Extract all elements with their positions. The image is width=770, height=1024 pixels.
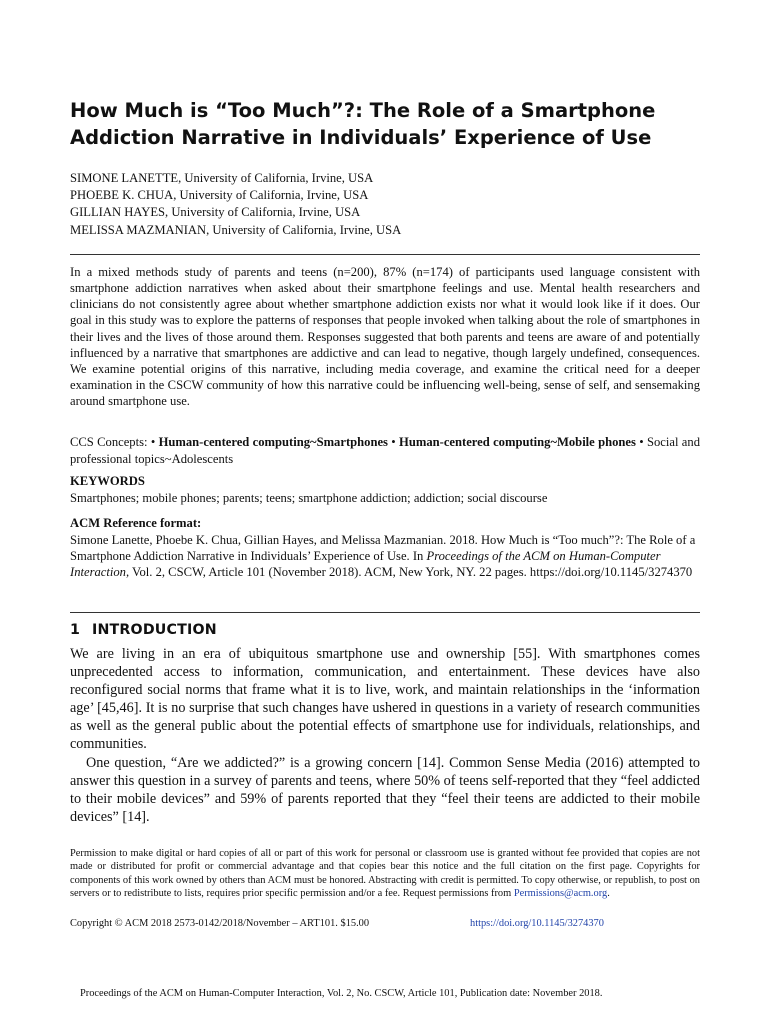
top-divider (70, 254, 700, 255)
copyright-line (70, 918, 700, 929)
doi-link[interactable]: https://doi.org/10.1145/3274370 (470, 918, 604, 929)
permissions-end: . (607, 888, 610, 900)
reference-venue: Proceedings of the ACM on Human-Computer Interaction, (70, 549, 661, 580)
section-heading (70, 622, 217, 638)
permissions-text: Permission to make digital or hard copies of all or part of this work for personal or classroom use is granted without fee provided that copies are not made or distributed for profit or commercial advantage and that copies bear this notice and the full citation on the first page. Copyrights for components of this work owned by others than ACM must be honored. Abstracting with credit is permitted. To copy otherwise, or republish, to post on servers or to redistribute to lists, requires prior specific permission and/or a fee. Request permissions from (70, 848, 700, 900)
title-line-2: Addiction Narrative in Individuals’ Experience of Use (70, 126, 652, 149)
section-number: 1 (70, 622, 81, 638)
section-title: INTRODUCTION (92, 622, 217, 638)
body-paragraph: One question, “Are we addicted?” is a growing concern [14]. Common Sense Media (2016) attempted to answer this question in a survey of parents and teens, where 50% of teens self-reported that they “feel addicted to their mobile devices” and 59% of parents reported that they “feel their teens are addicted to their mobile devices” [14]. (70, 755, 700, 826)
reference-part: Vol. 2, CSCW, Article 101 (November 2018). ACM, New York, NY. 22 pages. https://doi.org/10.1145/3274370 (129, 565, 693, 580)
author: GILLIAN HAYES, University of California, Irvine, USA (70, 205, 361, 220)
body-paragraph: We are living in an era of ubiquitous smartphone use and ownership [55]. With smartphones comes unprecedented access to information, communication, and entertainment. These devices have also reconfigured social norms that frame what it is to live, work, and maintain relationships in the ‘information age’ [45,46]. It is no surprise that such changes have ushered in questions in a variety of research communities as well as the general public about the potential effects of smartphone use for individuals, relationships, and communities. (70, 646, 700, 753)
author-list (70, 170, 401, 239)
author: MELISSA MAZMANIAN, University of California, Irvine, USA (70, 222, 402, 237)
ccs-concepts (70, 434, 700, 467)
reference-format-heading: ACM Reference format: (70, 516, 202, 530)
section-divider (70, 612, 700, 613)
author: PHOEBE K. CHUA, University of California, Irvine, USA (70, 188, 369, 203)
ccs-concept: Human-centered computing~Smartphones (158, 435, 388, 449)
permissions-notice (70, 847, 700, 901)
title-line-1: How Much is “Too Much”?: The Role of a Smartphone (70, 99, 656, 122)
paper-title (70, 97, 700, 151)
ccs-separator: • (387, 435, 400, 449)
author: SIMONE LANETTE, University of California, Irvine, USA (70, 171, 374, 185)
permissions-email-link[interactable]: Permissions@acm.org (513, 888, 608, 900)
abstract: In a mixed methods study of parents and teens (n=200), 87% (n=174) of participants used language consistent with smartphone addiction narratives when asked about their smartphone feelings and use. Mental health researchers and clinicians do not consistently agree about whether smartphone addiction exists nor what it would look like if it does. Our goal in this study was to explore the patterns of responses that people invoked when talking about the role of smartphones in their lives and the lives of those around them. Responses suggested that both parents and teens are aware of and potentially influenced by a narrative that smartphones are addictive and can lead to negative, though largely undefined, consequences. We examine potential origins of this narrative, including media coverage, and examine the critical need for a deeper examination in the CSCW community of how this narrative could be influencing well-being, sense of self, and sensemaking around smartphone use. (70, 265, 700, 409)
reference-format-text (70, 532, 700, 581)
ccs-prefix: CCS Concepts: • (70, 435, 159, 449)
reference-part: Simone Lanette, Phoebe K. Chua, Gillian Hayes, and Melissa Mazmanian. 2018. How Much is “Too much”?: The Role of a Smartphone Addiction Narrative in Individuals’ Experience of Use. In (70, 533, 696, 564)
keywords-heading: KEYWORDS (70, 474, 145, 488)
ccs-suffix: • Social and professional topics~Adolescents (70, 435, 700, 466)
ccs-concept: Human-centered computing~Mobile phones (399, 435, 636, 449)
page-footer: Proceedings of the ACM on Human-Computer Interaction, Vol. 2, No. CSCW, Article 101, Publication date: November 2018. (80, 988, 603, 999)
copyright-text: Copyright © ACM 2018 2573-0142/2018/November – ART101. $15.00 (70, 918, 370, 929)
keywords-text: Smartphones; mobile phones; parents; teens; smartphone addiction; addiction; social discourse (70, 491, 548, 505)
